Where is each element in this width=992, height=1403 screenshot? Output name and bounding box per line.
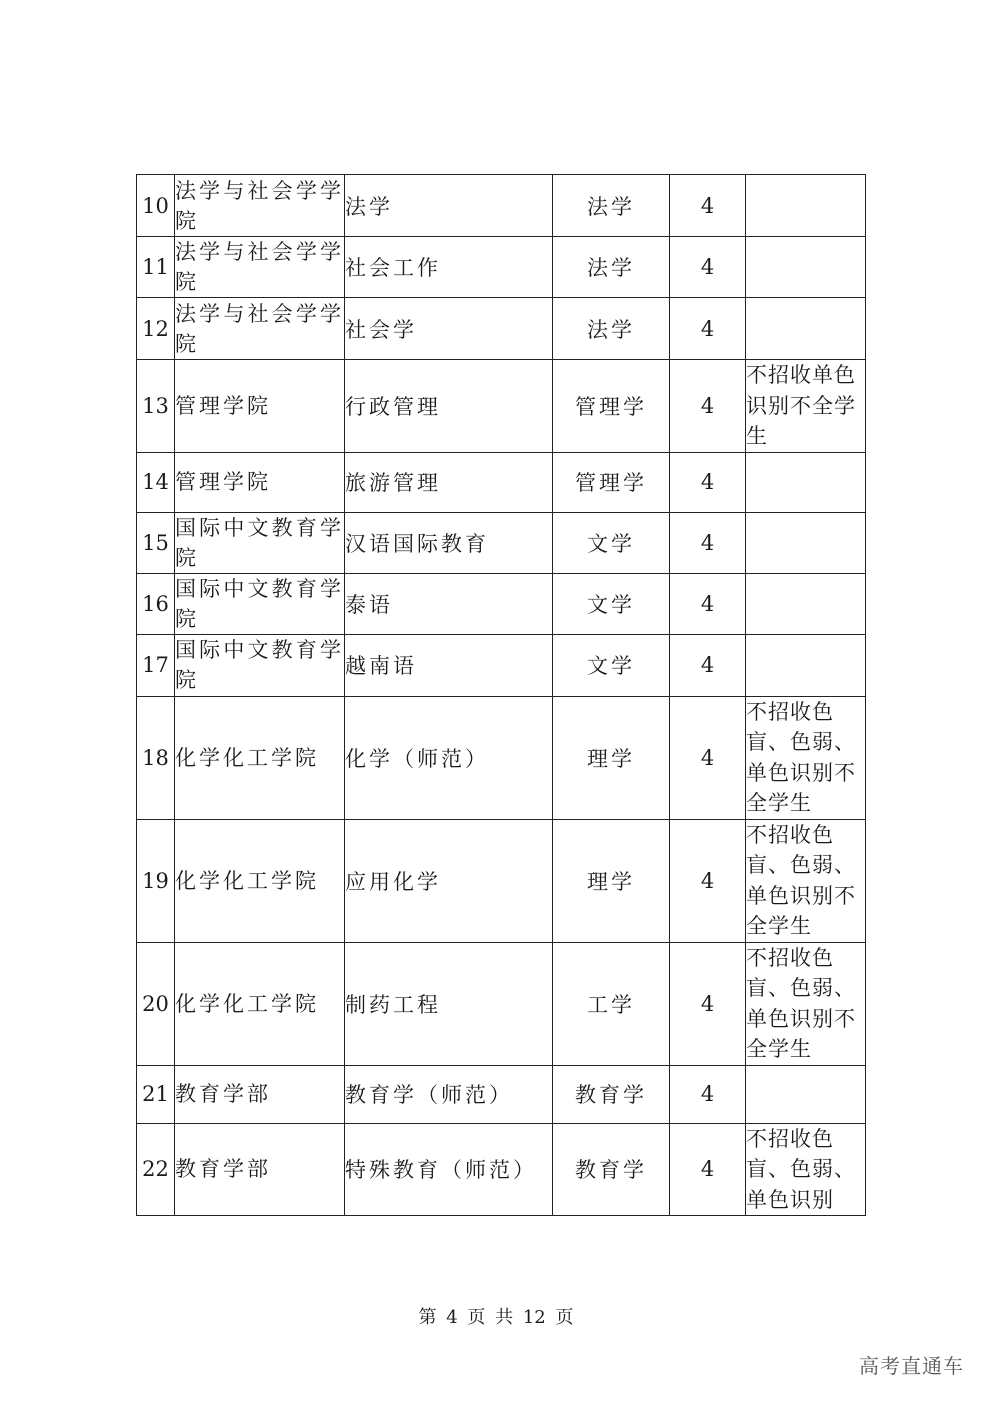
college-cell: 化学化工学院 bbox=[175, 819, 345, 942]
note-cell bbox=[746, 237, 866, 298]
table-row bbox=[137, 360, 866, 453]
major-cell: 社会学 bbox=[345, 298, 553, 360]
years-cell: 4 bbox=[670, 175, 746, 237]
note-cell bbox=[746, 512, 866, 573]
college-cell: 国际中文教育学院 bbox=[175, 573, 345, 634]
college-cell: 教育学部 bbox=[175, 1123, 345, 1216]
table-row bbox=[137, 512, 866, 573]
note-cell bbox=[746, 452, 866, 512]
note-cell bbox=[746, 298, 866, 360]
degree-cell: 教育学 bbox=[553, 1065, 670, 1123]
degree-cell: 理学 bbox=[553, 696, 670, 819]
years-cell: 4 bbox=[670, 1065, 746, 1123]
degree-cell: 工学 bbox=[553, 942, 670, 1065]
row-number: 10 bbox=[137, 175, 175, 237]
major-cell: 泰语 bbox=[345, 573, 553, 634]
major-cell: 行政管理 bbox=[345, 360, 553, 453]
college-cell: 国际中文教育学院 bbox=[175, 512, 345, 573]
degree-cell: 文学 bbox=[553, 634, 670, 696]
degree-cell: 管理学 bbox=[553, 452, 670, 512]
table-row bbox=[137, 1123, 866, 1216]
degree-cell: 法学 bbox=[553, 298, 670, 360]
row-number: 18 bbox=[137, 696, 175, 819]
watermark: 高考直通车 bbox=[859, 1354, 964, 1378]
table-row bbox=[137, 298, 866, 360]
note-cell: 不招收单色识别不全学生 bbox=[746, 360, 866, 453]
years-cell: 4 bbox=[670, 696, 746, 819]
major-cell: 越南语 bbox=[345, 634, 553, 696]
major-cell: 法学 bbox=[345, 175, 553, 237]
major-cell: 制药工程 bbox=[345, 942, 553, 1065]
college-cell: 管理学院 bbox=[175, 452, 345, 512]
table-row bbox=[137, 942, 866, 1065]
years-cell: 4 bbox=[670, 1123, 746, 1216]
table-row bbox=[137, 1065, 866, 1123]
note-cell: 不招收色盲、色弱、单色识别 bbox=[746, 1123, 866, 1216]
major-cell: 汉语国际教育 bbox=[345, 512, 553, 573]
row-number: 20 bbox=[137, 942, 175, 1065]
college-cell: 法学与社会学学院 bbox=[175, 175, 345, 237]
years-cell: 4 bbox=[670, 298, 746, 360]
years-cell: 4 bbox=[670, 512, 746, 573]
years-cell: 4 bbox=[670, 573, 746, 634]
note-cell bbox=[746, 634, 866, 696]
major-cell: 社会工作 bbox=[345, 237, 553, 298]
table-row bbox=[137, 573, 866, 634]
years-cell: 4 bbox=[670, 360, 746, 453]
degree-cell: 法学 bbox=[553, 237, 670, 298]
row-number: 15 bbox=[137, 512, 175, 573]
major-cell: 教育学（师范） bbox=[345, 1065, 553, 1123]
row-number: 17 bbox=[137, 634, 175, 696]
degree-cell: 教育学 bbox=[553, 1123, 670, 1216]
college-cell: 法学与社会学学院 bbox=[175, 237, 345, 298]
row-number: 21 bbox=[137, 1065, 175, 1123]
note-cell bbox=[746, 573, 866, 634]
table-row bbox=[137, 819, 866, 942]
college-cell: 国际中文教育学院 bbox=[175, 634, 345, 696]
row-number: 22 bbox=[137, 1123, 175, 1216]
table-row bbox=[137, 452, 866, 512]
major-cell: 应用化学 bbox=[345, 819, 553, 942]
row-number: 13 bbox=[137, 360, 175, 453]
row-number: 11 bbox=[137, 237, 175, 298]
major-cell: 化学（师范） bbox=[345, 696, 553, 819]
degree-cell: 管理学 bbox=[553, 360, 670, 453]
degree-cell: 理学 bbox=[553, 819, 670, 942]
row-number: 19 bbox=[137, 819, 175, 942]
years-cell: 4 bbox=[670, 237, 746, 298]
note-cell bbox=[746, 175, 866, 237]
row-number: 12 bbox=[137, 298, 175, 360]
note-cell: 不招收色盲、色弱、单色识别不全学生 bbox=[746, 696, 866, 819]
table-row bbox=[137, 175, 866, 237]
note-cell: 不招收色盲、色弱、单色识别不全学生 bbox=[746, 942, 866, 1065]
majors-table bbox=[136, 174, 866, 1216]
college-cell: 管理学院 bbox=[175, 360, 345, 453]
major-cell: 特殊教育（师范） bbox=[345, 1123, 553, 1216]
years-cell: 4 bbox=[670, 942, 746, 1065]
college-cell: 教育学部 bbox=[175, 1065, 345, 1123]
major-cell: 旅游管理 bbox=[345, 452, 553, 512]
table-row bbox=[137, 237, 866, 298]
row-number: 16 bbox=[137, 573, 175, 634]
degree-cell: 文学 bbox=[553, 573, 670, 634]
row-number: 14 bbox=[137, 452, 175, 512]
college-cell: 化学化工学院 bbox=[175, 696, 345, 819]
college-cell: 化学化工学院 bbox=[175, 942, 345, 1065]
note-cell bbox=[746, 1065, 866, 1123]
years-cell: 4 bbox=[670, 819, 746, 942]
degree-cell: 法学 bbox=[553, 175, 670, 237]
page-footer: 第 4 页 共 12 页 bbox=[418, 1307, 574, 1328]
degree-cell: 文学 bbox=[553, 512, 670, 573]
years-cell: 4 bbox=[670, 452, 746, 512]
college-cell: 法学与社会学学院 bbox=[175, 298, 345, 360]
table-row bbox=[137, 634, 866, 696]
years-cell: 4 bbox=[670, 634, 746, 696]
table-row bbox=[137, 696, 866, 819]
note-cell: 不招收色盲、色弱、单色识别不全学生 bbox=[746, 819, 866, 942]
